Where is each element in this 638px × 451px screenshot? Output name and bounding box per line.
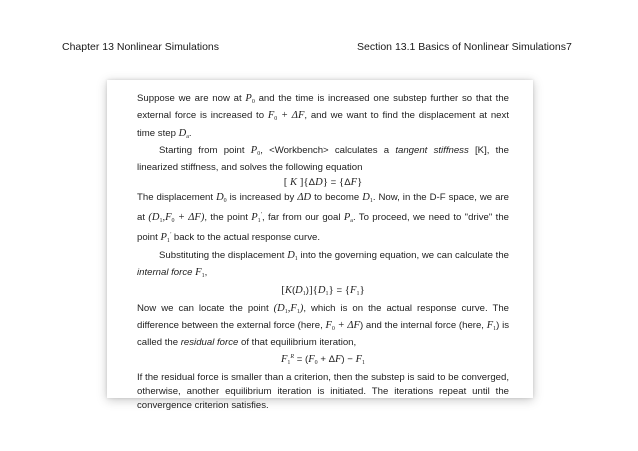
paragraph-6: If the residual force is smaller than a criterion, then the substep is said to be converged, otherwise, another equilibrium iteration is initiated. The iterations repeat until the convergence criterion satisfies.: [137, 371, 509, 412]
chapter-title: Chapter 13 Nonlinear Simulations: [62, 41, 220, 53]
paragraph-2: Starting from point $P_0$, <Workbench> calculates a tangent stiffness [K], the linearized stiffness, and solves the following equation: [137, 144, 509, 174]
equation-1: [ K ]{ΔD} = {ΔF}: [283, 176, 363, 189]
content-body: [137, 92, 509, 414]
paragraph-1: Suppose we are now at $P_0$ and the time is increased one substep further so that the external force is increased to $F_0 + \Delta F$, and we want to find the displacement at next time step $D_a$.: [137, 93, 509, 140]
paragraph-4: Substituting the displacement $D_1$ into the governing equation, we can calculate the internal force $F_1$,: [137, 249, 509, 279]
paragraph-3: The displacement $D_0$ is increased by ΔD to become $D_1$. Now, in the D-F space, we are at $(D_1,F_0 + \Delta F)$, the point $P_1'$, far from our goal $P_a$. To proceed, we need to "drive" the point $P_1'$ back to the actual response curve.: [137, 191, 509, 245]
paragraph-5: Now we can locate the point $(D_1,F_1)$, which is on the actual response curve. The difference between the external force (here, $F_0 + \Delta F$) and the internal force (here, $F_1$) is called the residual force of that equilibrium iteration,: [137, 302, 509, 349]
equation-3: $F_1^R = (F_0 + \Delta F) - F_1$: [281, 354, 365, 367]
equation-2: $[K(D_1)]\{D_1\} = \{F_1\}$: [281, 284, 365, 298]
page-number: 7: [566, 41, 572, 53]
section-title: Section 13.1 Basics of Nonlinear Simulations: [357, 41, 566, 53]
